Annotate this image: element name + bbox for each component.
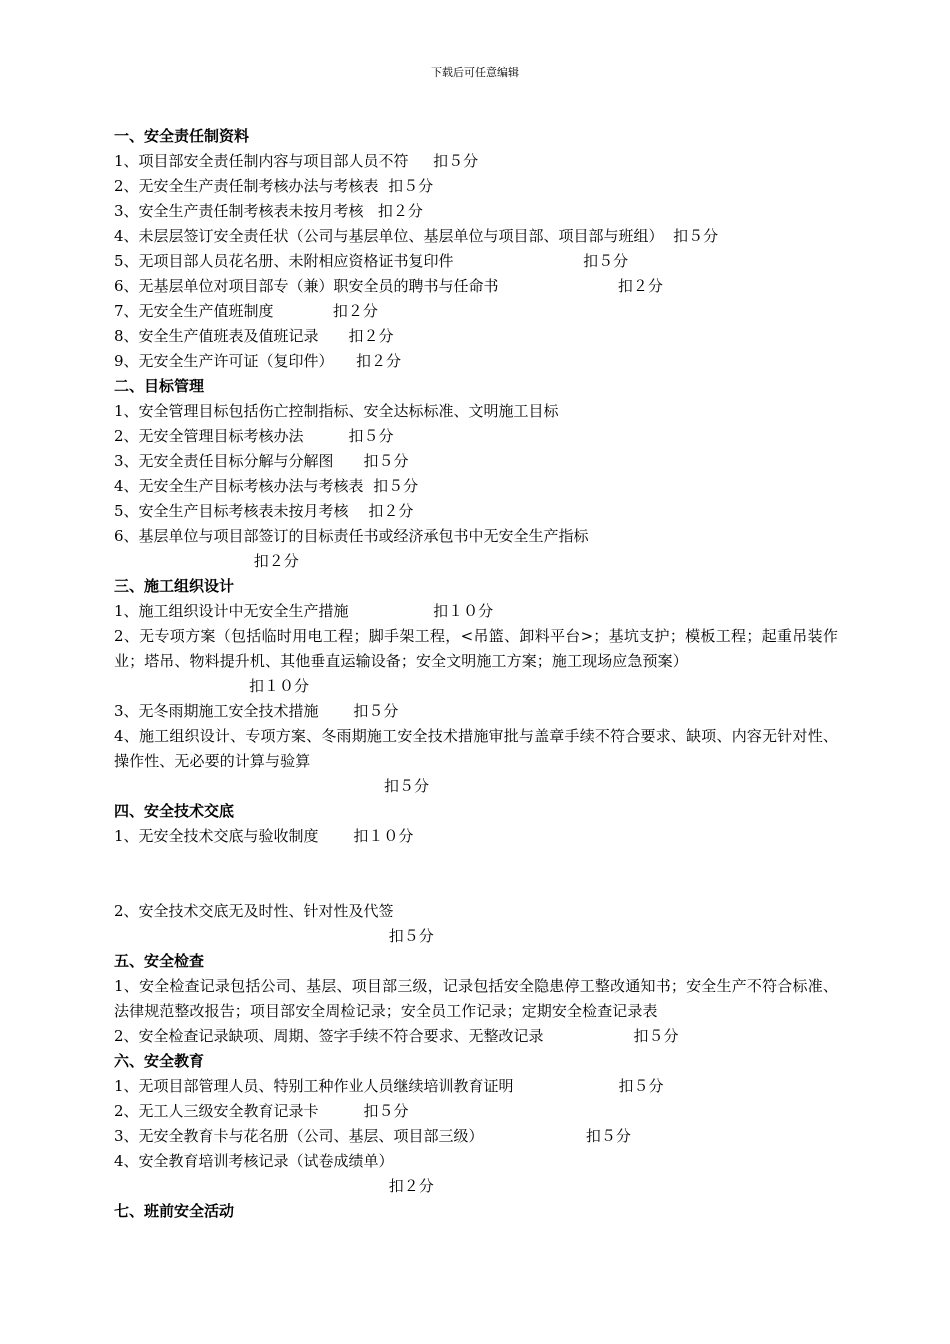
page-header-note: 下载后可任意编辑 bbox=[431, 66, 519, 79]
document-line: 3、无安全责任目标分解与分解图 扣５分 bbox=[114, 452, 409, 470]
document-body bbox=[114, 124, 838, 1224]
document-line: 扣５分 bbox=[114, 927, 434, 945]
document-line: 5、安全生产目标考核表未按月考核 扣２分 bbox=[114, 502, 414, 520]
document-line: 2、无工人三级安全教育记录卡 扣５分 bbox=[114, 1102, 409, 1120]
document-line: 4、安全教育培训考核记录（试卷成绩单） bbox=[114, 1152, 394, 1170]
document-line: 4、施工组织设计、专项方案、冬雨期施工安全技术措施审批与盖章手续不符合要求、缺项、内容无针对性、操作性、无必要的计算与验算 bbox=[114, 727, 838, 770]
document-line: 1、无安全技术交底与验收制度 扣１０分 bbox=[114, 827, 414, 845]
section-heading: 三、施工组织设计 bbox=[114, 577, 235, 595]
document-line: 3、无安全教育卡与花名册（公司、基层、项目部三级） 扣５分 bbox=[114, 1127, 631, 1145]
document-line: 扣２分 bbox=[114, 1177, 434, 1195]
document-line: 9、无安全生产许可证（复印件） 扣２分 bbox=[114, 352, 402, 370]
document-line: 扣２分 bbox=[114, 552, 299, 570]
section-heading: 四、安全技术交底 bbox=[114, 802, 235, 820]
document-line: 1、无项目部管理人员、特别工种作业人员继续培训教育证明 扣５分 bbox=[114, 1077, 664, 1095]
document-line: 1、安全检查记录包括公司、基层、项目部三级，记录包括安全隐患停工整改通知书；安全生产不符合标准、法律规范整改报告；项目部安全周检记录；安全员工作记录；定期安全检查记录表 bbox=[114, 977, 838, 1020]
document-line: 6、无基层单位对项目部专（兼）职安全员的聘书与任命书 扣２分 bbox=[114, 277, 663, 295]
document-line: 6、基层单位与项目部签订的目标责任书或经济承包书中无安全生产指标 bbox=[114, 527, 589, 545]
document-line: 4、无安全生产目标考核办法与考核表 扣５分 bbox=[114, 477, 419, 495]
document-line: 扣１０分 bbox=[114, 677, 310, 695]
document-line: 4、未层层签订安全责任状（公司与基层单位、基层单位与项目部、项目部与班组） 扣５分 bbox=[114, 227, 719, 245]
document-line: 7、无安全生产值班制度 扣２分 bbox=[114, 302, 378, 320]
document-line: 3、安全生产责任制考核表未按月考核 扣２分 bbox=[114, 202, 423, 220]
document-line: 2、无专项方案（包括临时用电工程；脚手架工程，<吊篮、卸料平台>；基坑支护；模板工程；起重吊装作业；塔吊、物料提升机、其他垂直运输设备；安全文明施工方案；施工现场应急预案） bbox=[114, 627, 838, 670]
document-line: 2、安全检查记录缺项、周期、签字手续不符合要求、无整改记录 扣５分 bbox=[114, 1027, 679, 1045]
section-heading: 六、安全教育 bbox=[114, 1052, 205, 1070]
document-line: 2、安全技术交底无及时性、针对性及代签 bbox=[114, 902, 394, 920]
document-line: 5、无项目部人员花名册、未附相应资格证书复印件 扣５分 bbox=[114, 252, 629, 270]
blank-space bbox=[114, 849, 838, 899]
section-heading: 五、安全检查 bbox=[114, 952, 205, 970]
document-line: 1、施工组织设计中无安全生产措施 扣１０分 bbox=[114, 602, 494, 620]
document-line: 扣５分 bbox=[114, 777, 430, 795]
section-heading: 二、目标管理 bbox=[114, 377, 205, 395]
document-line: 1、安全管理目标包括伤亡控制指标、安全达标标准、文明施工目标 bbox=[114, 402, 559, 420]
document-line: 8、安全生产值班表及值班记录 扣２分 bbox=[114, 327, 394, 345]
section-heading: 七、班前安全活动 bbox=[114, 1202, 235, 1220]
document-line: 1、项目部安全责任制内容与项目部人员不符 扣５分 bbox=[114, 152, 479, 170]
document-line: 2、无安全生产责任制考核办法与考核表 扣５分 bbox=[114, 177, 434, 195]
document-line: 2、无安全管理目标考核办法 扣５分 bbox=[114, 427, 394, 445]
section-heading: 一、安全责任制资料 bbox=[114, 127, 250, 145]
document-line: 3、无冬雨期施工安全技术措施 扣５分 bbox=[114, 702, 399, 720]
